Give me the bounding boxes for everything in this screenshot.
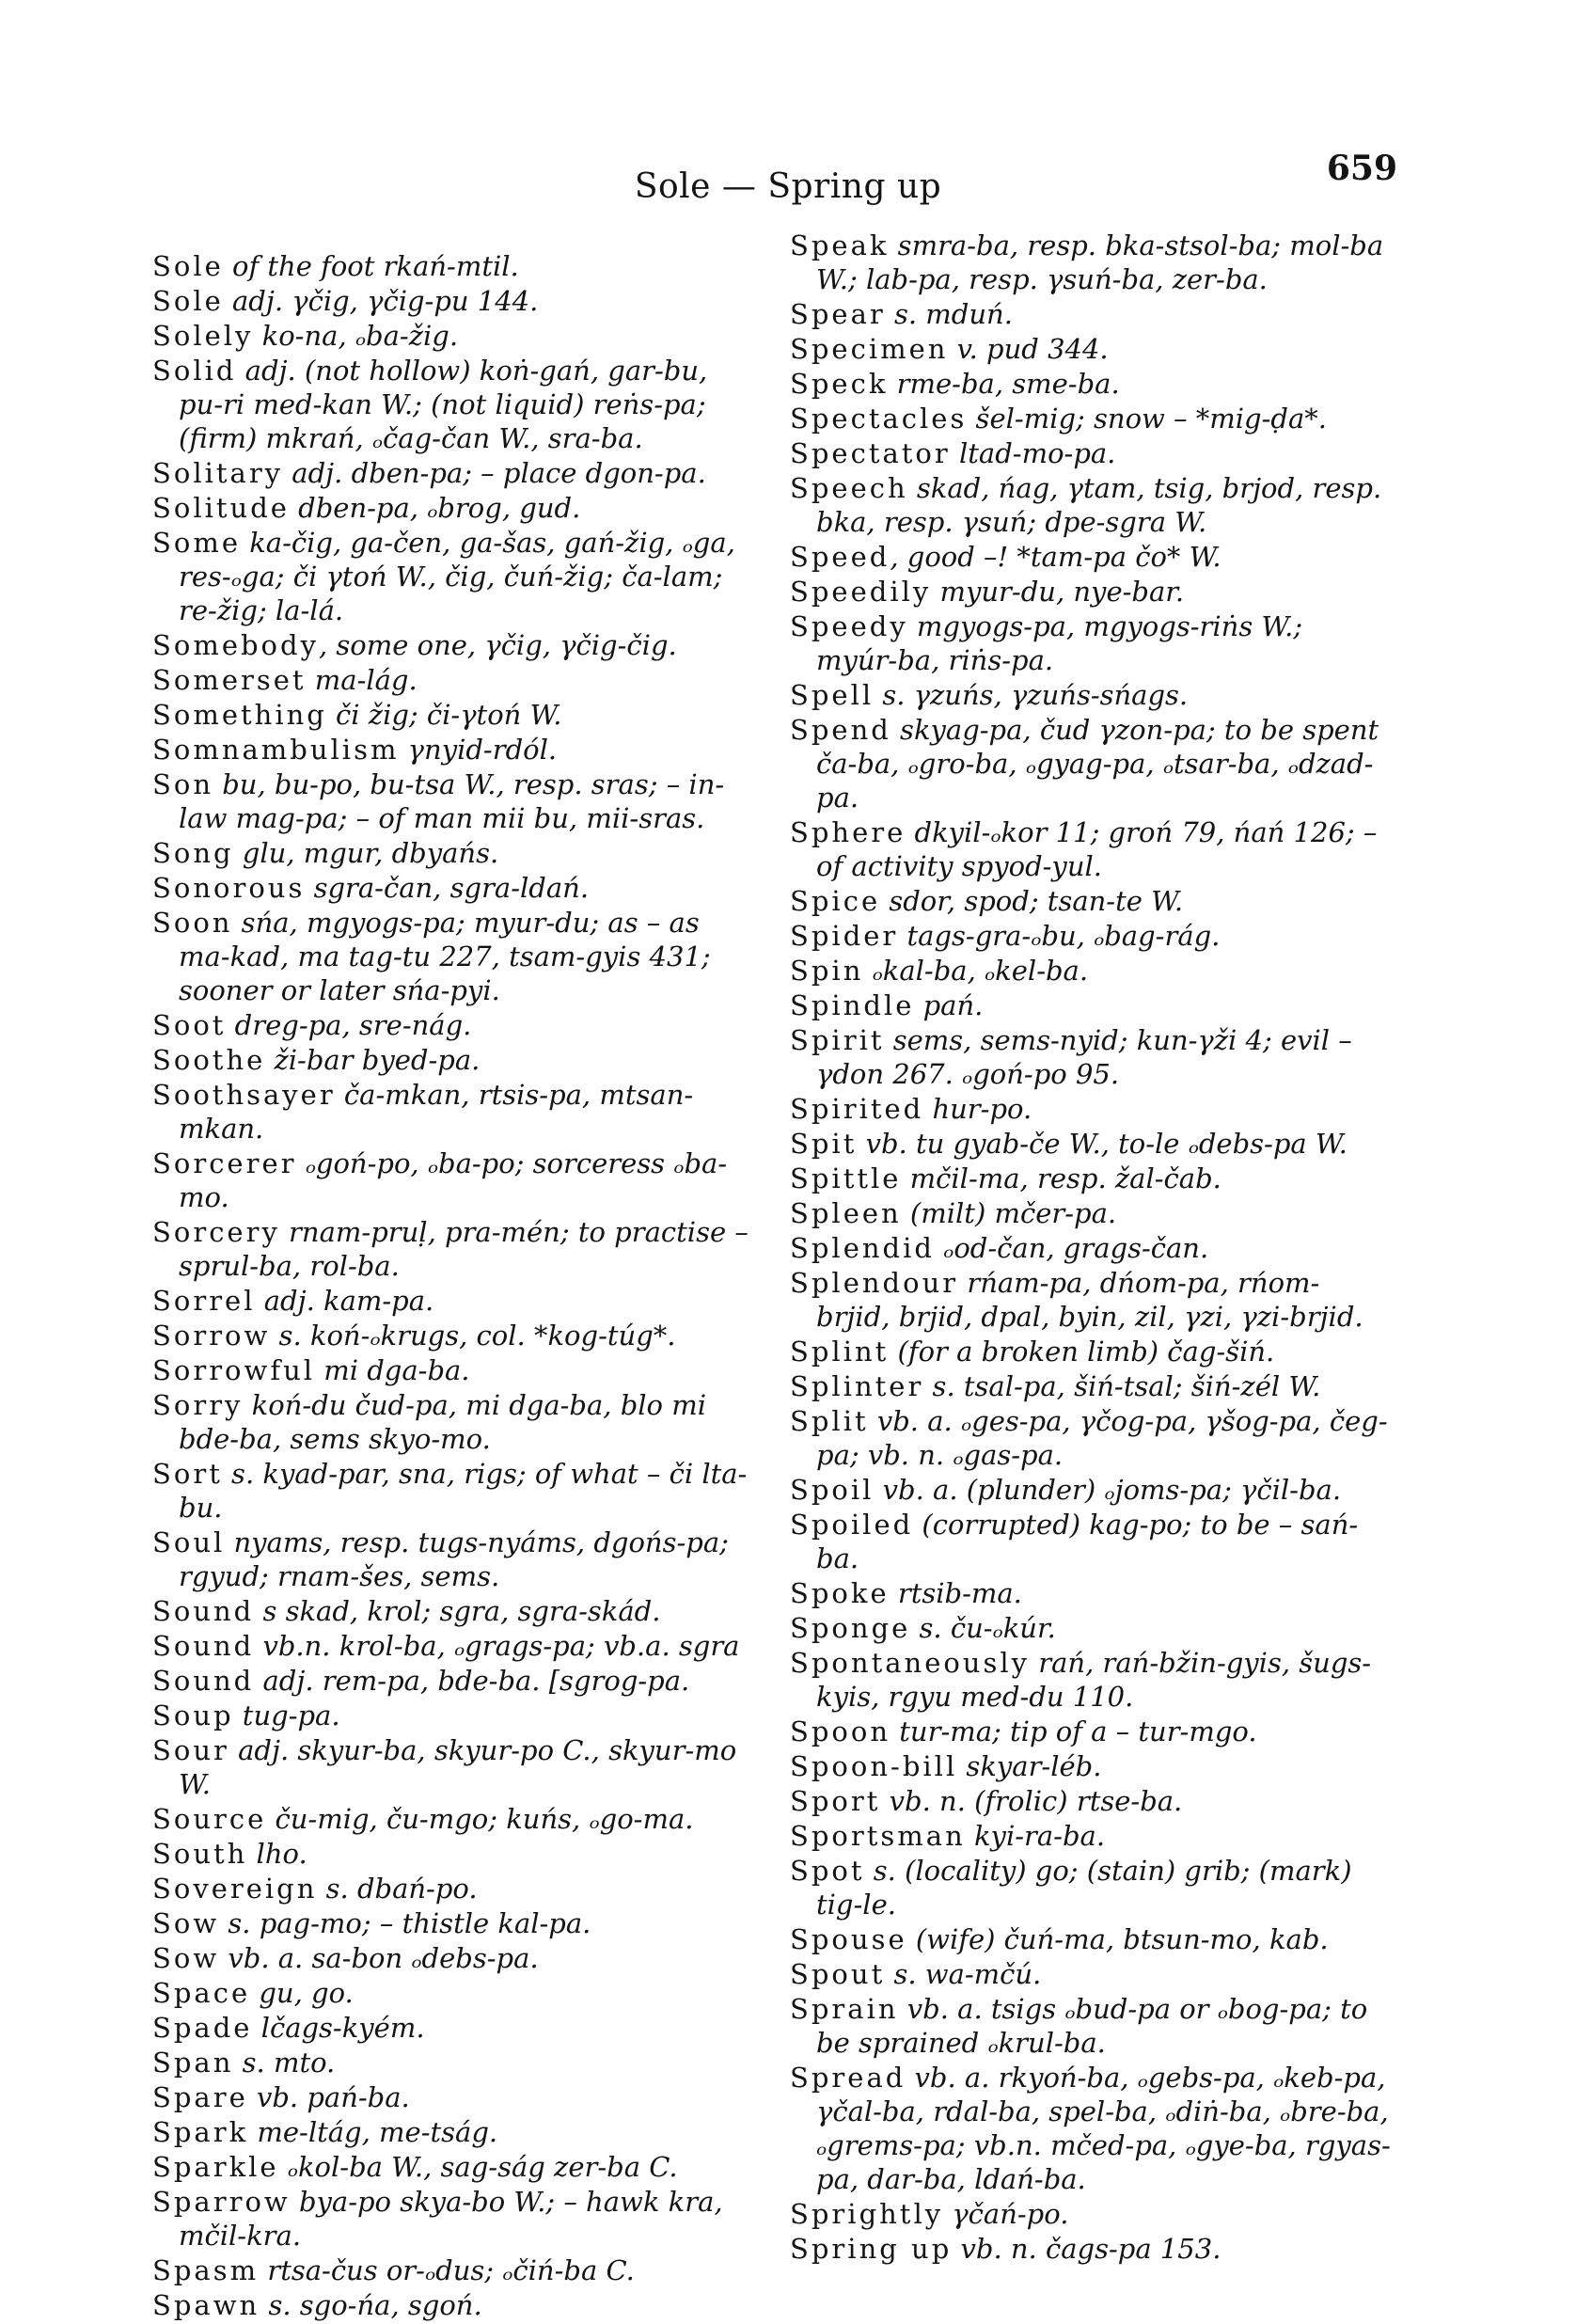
definition: adj. skyur-ba, skyur-po C., skyur-mo W. <box>179 1734 737 1800</box>
headword: Sound <box>152 1595 255 1627</box>
dictionary-entry <box>152 491 754 525</box>
headword: Splendid <box>790 1232 935 1264</box>
dictionary-entry <box>152 284 754 318</box>
dictionary-entry <box>790 436 1392 470</box>
definition: dreg-pa, sre-nág. <box>226 1009 472 1041</box>
dictionary-entry <box>152 1008 754 1042</box>
definition: myur-du, nye-bar. <box>931 576 1185 608</box>
definition: hur-po. <box>923 1093 1032 1125</box>
definition: bu, bu-po, bu-tsa W., resp. sras; – in-law mag-pa; – of man mii bu, mii-sras. <box>179 768 725 834</box>
definition: me-ltág, me-tság. <box>248 2116 498 2148</box>
definition: γčań-po. <box>943 2198 1069 2230</box>
dictionary-entry <box>152 1594 754 1628</box>
dictionary-entry <box>152 628 754 662</box>
headword: Spouse <box>790 1923 907 1955</box>
left-column <box>152 249 754 2323</box>
headword: Spirited <box>790 1093 924 1125</box>
headword: South <box>152 1838 248 1870</box>
definition: vb. tu gyab-če W., to-le ₒdebs-pa W. <box>857 1128 1347 1160</box>
dictionary-entry <box>790 1266 1392 1334</box>
definition: ₒod-čan, grags-čan. <box>934 1232 1209 1264</box>
dictionary-entry <box>152 1837 754 1871</box>
headword: Sound <box>152 1665 255 1697</box>
dictionary-entry <box>152 1976 754 2010</box>
definition: pań. <box>914 989 984 1021</box>
definition: adj. kam-pa. <box>255 1285 434 1317</box>
dictionary-entry <box>152 1043 754 1077</box>
headword: Soon <box>152 907 233 939</box>
dictionary-entry <box>152 1699 754 1732</box>
dictionary-entry <box>152 1802 754 1836</box>
headword: Song <box>152 837 234 869</box>
headword: Spectator <box>790 437 951 469</box>
definition: vb. pań-ba. <box>247 2081 410 2113</box>
headword: Spoon <box>790 1715 891 1747</box>
definition: sdor, spod; tsan-te W. <box>880 885 1184 917</box>
headword: Spontaneously <box>790 1647 1031 1679</box>
headword: Speedy <box>790 610 908 642</box>
dictionary-entry <box>152 871 754 905</box>
headword: Solid <box>152 355 237 387</box>
definition: vb. a. (plunder) ₒjoms-pa; γčil-ba. <box>874 1474 1342 1506</box>
definition: rań, rań-bžin-gyis, šugs-kyis, rgyu med-du 110. <box>816 1647 1372 1713</box>
headword: Spear <box>790 298 886 330</box>
dictionary-entry <box>790 1162 1392 1195</box>
headword: Spread <box>790 2062 906 2094</box>
right-column <box>790 229 1392 2267</box>
headword: Somnambulism <box>152 734 400 766</box>
headword: Something <box>152 699 327 731</box>
dictionary-entry <box>790 1473 1392 1507</box>
definition: rtsa-čus or-ₒdus; ₒčiń-ba C. <box>259 2254 635 2286</box>
definition: koń-du čud-pa, mi dga-ba, blo mi bde-ba, sems skyo-mo. <box>179 1389 706 1455</box>
definition: lho. <box>247 1838 307 1870</box>
headword: Speak <box>790 229 890 261</box>
definition: bya-po skya-bo W.; – hawk kra, mčil-kra. <box>179 2186 723 2252</box>
dictionary-entry <box>152 1353 754 1387</box>
dictionary-entry <box>790 1023 1392 1091</box>
dictionary-entry <box>152 1872 754 1905</box>
dictionary-entry <box>152 2185 754 2253</box>
dictionary-entry <box>152 1319 754 1352</box>
headword: Sole <box>152 285 224 317</box>
headword: Soul <box>152 1526 226 1558</box>
dictionary-entry <box>790 1646 1392 1714</box>
headword: Sound <box>152 1630 255 1662</box>
definition: s. γzuńs, γzuńs-sńags. <box>874 679 1189 711</box>
dictionary-entry <box>152 249 754 283</box>
definition: ča-mkan, rtsis-pa, mtsan-mkan. <box>179 1079 694 1145</box>
headword: Spittle <box>790 1162 902 1194</box>
headword: Speech <box>790 472 908 504</box>
definition: dben-pa, ₒbrog, gud. <box>289 492 581 524</box>
definition: rtsib-ma. <box>889 1577 1022 1609</box>
headword: Span <box>152 2047 234 2079</box>
dictionary-entry <box>152 698 754 732</box>
definition: sgra-čan, sgra-ldań. <box>305 872 590 904</box>
definition: s. (locality) go; (stain) grib; (mark) tig-le. <box>816 1855 1352 1921</box>
definition: adj. dben-pa; – place dgon-pa. <box>283 457 706 489</box>
headword: Splinter <box>790 1370 924 1402</box>
headword: Spring up <box>790 2233 953 2265</box>
definition: ₒgoń-po, ₒba-po; sorceress ₒba-mo. <box>179 1147 728 1213</box>
headword: Sow <box>152 1942 220 1974</box>
dictionary-entry <box>152 526 754 627</box>
definition: ltad-mo-pa. <box>950 437 1116 469</box>
headword: Split <box>790 1405 869 1437</box>
dictionary-entry <box>152 2288 754 2322</box>
headword: Sprain <box>790 1993 899 2025</box>
dictionary-entry <box>152 2150 754 2184</box>
definition: s. ču-ₒkúr. <box>910 1612 1056 1644</box>
dictionary-entry <box>152 2046 754 2079</box>
dictionary-entry <box>790 919 1392 953</box>
headword: Solitary <box>152 457 284 489</box>
headword: Specimen <box>790 333 949 365</box>
headword: Sportsman <box>790 1820 966 1852</box>
definition: vb.n. krol-ba, ₒgrags-pa; vb.a. sgra <box>254 1630 740 1662</box>
definition: sńa, mgyogs-pa; myur-du; as – as ma-kad, ma tag-tu 227, tsam-gyis 431; sooner or later sńa-pyi. <box>179 907 711 1006</box>
headword: Spoon-bill <box>790 1750 958 1782</box>
definition: s. wa-mčú. <box>885 1958 1042 1990</box>
dictionary-entry <box>152 1215 754 1283</box>
dictionary-entry <box>790 1576 1392 1610</box>
definition: rme-ba, sme-ba. <box>888 368 1120 400</box>
dictionary-entry <box>790 2232 1392 2266</box>
headword: Sponge <box>790 1612 911 1644</box>
dictionary-entry <box>790 884 1392 918</box>
definition: ko-na, ₒba-žig. <box>253 320 459 352</box>
headword: Soup <box>152 1700 234 1731</box>
definition: ka-čig, ga-čen, ga-šas, gań-žig, ₒga, res-ₒga; či γtoń W., čig, čuń-žig; ča-lam; re-žig; la-lá. <box>179 527 735 626</box>
definition: vb. a. rkyoń-ba, ₒgebs-pa, ₒkeb-pa, γčal-ba, rdal-ba, spel-ba, ₒdiṅ-ba, ₒbre-ba, ₒgrems-pa; vb.n. mčed-pa, ₒgye-ba, rgyas-pa, dar-ba, ldań-ba. <box>816 2062 1391 2195</box>
headword: Spawn <box>152 2289 260 2321</box>
dictionary-entry <box>790 1404 1392 1472</box>
definition: či žig; či-γtoń W. <box>326 699 562 731</box>
dictionary-entry <box>790 367 1392 401</box>
dictionary-entry <box>790 540 1392 574</box>
headword: Spoil <box>790 1474 875 1506</box>
headword: Spin <box>790 955 864 987</box>
dictionary-entry <box>790 1508 1392 1575</box>
definition: mčil-ma, resp. žal-čab. <box>901 1162 1221 1194</box>
headword: Spasm <box>152 2254 260 2286</box>
definition: rńam-pa, dńom-pa, rńom-brjid, brjid, dpal, byin, zil, γzi, γzi-brjid. <box>816 1267 1363 1333</box>
dictionary-entry <box>152 319 754 353</box>
definition: , good –! *tam-pa čo* W. <box>890 541 1221 573</box>
definition: šel-mig; snow – *mig-ḍa*. <box>967 403 1327 435</box>
headword: Splint <box>790 1336 890 1368</box>
definition: s. mduń. <box>885 298 1013 330</box>
headword: Sorrowful <box>152 1354 316 1386</box>
headword: Spleen <box>790 1197 902 1229</box>
definition: s skad, krol; sgra, sgra-skád. <box>254 1595 661 1627</box>
dictionary-entry <box>790 678 1392 712</box>
definition: ma-lág. <box>306 664 418 696</box>
definition: skyag-pa, čud γzon-pa; to be spent ča-ba, ₒgro-ba, ₒgyag-pa, ₒtsar-ba, ₒdzad-pa. <box>816 714 1379 814</box>
dictionary-entry <box>790 1854 1392 1921</box>
dictionary-entry <box>790 297 1392 331</box>
definition: vb. a. sa-bon ₒdebs-pa. <box>219 1942 539 1974</box>
headword: Sour <box>152 1734 229 1766</box>
headword: Sort <box>152 1458 223 1490</box>
dictionary-entry <box>152 1457 754 1525</box>
dictionary-entry <box>790 988 1392 1022</box>
definition: of the foot rkań-mtil. <box>223 250 519 282</box>
headword: Source <box>152 1803 267 1835</box>
definition: adj. (not hollow) koṅ-gań, gar-bu, pu-ri med-kan W.; (not liquid) reṅs-pa; (firm) mkrań, ₒčag-čan W., sra-ba. <box>179 355 708 454</box>
dictionary-entry <box>790 2061 1392 2196</box>
definition: s. dbań-po. <box>317 1873 478 1905</box>
headword: Spoke <box>790 1577 890 1609</box>
dictionary-entry <box>790 1715 1392 1748</box>
dictionary-entry <box>790 1196 1392 1230</box>
dictionary-entry <box>152 1078 754 1146</box>
headword: Sonorous <box>152 872 306 904</box>
dictionary-entry <box>790 1369 1392 1403</box>
dictionary-entry <box>790 1335 1392 1368</box>
dictionary-entry <box>790 1749 1392 1783</box>
definition: s. tsal-pa, šiń-tsal; šiń-zél W. <box>923 1370 1321 1402</box>
headword: Solitude <box>152 492 290 524</box>
dictionary-entry <box>790 1092 1392 1126</box>
definition: vb. n. (frolic) rtse-ba. <box>880 1785 1183 1817</box>
dictionary-entry <box>790 471 1392 539</box>
dictionary-entry <box>790 1611 1392 1645</box>
dictionary-entry <box>790 1784 1392 1818</box>
dictionary-entry <box>152 906 754 1007</box>
dictionary-entry <box>152 767 754 835</box>
definition: kyi-ra-ba. <box>965 1820 1106 1852</box>
definition: adj. γčig, γčig-pu 144. <box>223 285 539 317</box>
definition: lčags-kyém. <box>252 2012 425 2044</box>
definition: glu, mgur, dbyańs. <box>233 837 499 869</box>
dictionary-entry <box>152 1629 754 1663</box>
headword: Sole <box>152 250 224 282</box>
definition: ži-bar byed-pa. <box>265 1044 481 1076</box>
definition: skad, ńag, γtam, tsig, brjod, resp. bka, resp. γsuń; dpe-sgra W. <box>816 472 1382 538</box>
headword: Sprightly <box>790 2198 944 2230</box>
definition: s. pag-mo; – thistle kal-pa. <box>219 1907 591 1939</box>
running-head: Sole — Spring up <box>634 167 942 206</box>
headword: Sport <box>790 1785 881 1817</box>
headword: Spend <box>790 714 891 746</box>
headword: Spark <box>152 2116 249 2148</box>
headword: Sow <box>152 1907 220 1939</box>
definition: adj. rem-pa, bde-ba. [sgrog-pa. <box>254 1665 690 1697</box>
headword: Some <box>152 527 241 559</box>
headword: Spout <box>790 1958 886 1990</box>
headword: Somebody <box>152 629 319 661</box>
definition: ₒkal-ba, ₒkel-ba. <box>863 955 1089 987</box>
dictionary-entry <box>790 575 1392 609</box>
headword: Spot <box>790 1855 865 1887</box>
definition: skyar-léb. <box>957 1750 1102 1782</box>
dictionary-entry <box>152 1526 754 1593</box>
headword: Sorcery <box>152 1216 280 1248</box>
headword: Sorcerer <box>152 1147 297 1179</box>
definition: sems, sems-nyid; kun-γži 4; evil – γdon 267. ₒgoń-po 95. <box>816 1024 1352 1090</box>
definition: ₒkol-ba W., sag-ság zer-ba C. <box>278 2151 678 2183</box>
dictionary-entry <box>790 954 1392 988</box>
dictionary-entry <box>790 332 1392 366</box>
definition: ču-mig, ču-mgo; kuńs, ₒgo-ma. <box>266 1803 694 1835</box>
dictionary-entry <box>152 733 754 767</box>
definition: s. kyad-par, sna, rigs; of what – či lta-bu. <box>179 1458 748 1524</box>
headword: Spirit <box>790 1024 885 1056</box>
dictionary-entry <box>152 2253 754 2287</box>
dictionary-entry <box>152 1906 754 1940</box>
headword: Speedily <box>790 576 932 608</box>
headword: Splendour <box>790 1267 959 1299</box>
dictionary-entry <box>152 1941 754 1975</box>
dictionary-entry <box>790 815 1392 883</box>
definition: tug-pa. <box>233 1700 340 1731</box>
definition: , some one, γčig, γčig-čig. <box>318 629 677 661</box>
dictionary-entry <box>152 1388 754 1456</box>
definition: vb. n. čags-pa 153. <box>952 2233 1221 2265</box>
headword: Spell <box>790 679 875 711</box>
dictionary-entry <box>790 609 1392 677</box>
dictionary-entry <box>790 1231 1392 1265</box>
headword: Sovereign <box>152 1873 318 1905</box>
definition: (wife) čuń-ma, btsun-mo, kab. <box>906 1923 1329 1955</box>
definition: vb. a. ₒges-pa, γčog-pa, γšog-pa, čeg-pa; vb. n. ₒgas-pa. <box>816 1405 1388 1471</box>
headword: Spit <box>790 1128 858 1160</box>
dictionary-entry <box>790 1127 1392 1161</box>
definition: tags-gra-ₒbu, ₒbag-rág. <box>898 920 1221 952</box>
dictionary-entry <box>152 456 754 490</box>
definition: s. koń-ₒkrugs, col. *kog-túg*. <box>270 1320 676 1352</box>
headword: Spider <box>790 920 899 952</box>
definition: gu, go. <box>250 1977 354 2009</box>
headword: Spoiled <box>790 1509 914 1541</box>
headword: Soothsayer <box>152 1079 336 1111</box>
definition: rnam-pruḷ, pra-mén; to practise – sprul-ba, rol-ba. <box>179 1216 749 1282</box>
dictionary-entry <box>152 1146 754 1214</box>
dictionary-entry <box>152 1733 754 1801</box>
headword: Sparrow <box>152 2186 291 2218</box>
definition: mgyogs-pa, mgyogs-riṅs W.; myúr-ba, riṅs-pa. <box>816 610 1303 676</box>
definition: dkyil-ₒkor 11; groń 79, ńań 126; – of activity spyod-yul. <box>816 816 1378 882</box>
definition: smra-ba, resp. bka-stsol-ba; mol-ba W.; lab-pa, resp. γsuń-ba, zer-ba. <box>816 229 1384 295</box>
dictionary-entry <box>152 663 754 697</box>
dictionary-entry <box>790 229 1392 296</box>
dictionary-entry <box>152 2115 754 2149</box>
headword: Sphere <box>790 816 906 848</box>
dictionary-entry <box>790 2197 1392 2231</box>
definition: s. mto. <box>233 2047 336 2079</box>
dictionary-entry <box>152 2080 754 2114</box>
dictionary-entry <box>152 354 754 455</box>
definition: vb. a. tsigs ₒbud-pa or ₒbog-pa; to be sprained ₒkrul-ba. <box>816 1993 1368 2059</box>
headword: Sorry <box>152 1389 244 1421</box>
headword: Space <box>152 1977 251 2009</box>
page-number: 659 <box>1326 149 1397 188</box>
headword: Spectacles <box>790 403 968 435</box>
headword: Son <box>152 768 214 800</box>
headword: Somerset <box>152 664 307 696</box>
dictionary-entry <box>790 713 1392 814</box>
dictionary-entry <box>152 1664 754 1698</box>
dictionary-entry <box>790 1992 1392 2060</box>
dictionary-entry <box>152 836 754 870</box>
definition: (for a broken limb) čag-šiń. <box>889 1336 1275 1368</box>
dictionary-entry <box>790 402 1392 435</box>
headword: Sorrow <box>152 1320 271 1352</box>
dictionary-entry <box>790 1957 1392 1991</box>
headword: Spade <box>152 2012 253 2044</box>
dictionary-entry <box>790 1922 1392 1956</box>
definition: (milt) mčer-pa. <box>901 1197 1117 1229</box>
dictionary-entry <box>152 2011 754 2045</box>
definition: mi dga-ba. <box>315 1354 470 1386</box>
headword: Speed <box>790 541 890 573</box>
headword: Spare <box>152 2081 248 2113</box>
headword: Soot <box>152 1009 227 1041</box>
headword: Spice <box>790 885 881 917</box>
definition: tur-ma; tip of a – tur-mgo. <box>890 1715 1257 1747</box>
headword: Speck <box>790 368 889 400</box>
headword: Spindle <box>790 989 915 1021</box>
definition: γnyid-rdól. <box>399 734 558 766</box>
headword: Sparkle <box>152 2151 279 2183</box>
definition: (corrupted) kag-po; to be – sań-ba. <box>816 1509 1359 1574</box>
headword: Soothe <box>152 1044 266 1076</box>
headword: Sorrel <box>152 1285 256 1317</box>
headword: Solely <box>152 320 254 352</box>
definition: v. pud 344. <box>948 333 1109 365</box>
dictionary-entry <box>790 1819 1392 1853</box>
definition: s. sgo-ńa, sgoń. <box>260 2289 482 2321</box>
definition: nyams, resp. tugs-nyáms, dgońs-pa; rgyud; rnam-šes, sems. <box>179 1526 729 1592</box>
dictionary-entry <box>152 1284 754 1318</box>
